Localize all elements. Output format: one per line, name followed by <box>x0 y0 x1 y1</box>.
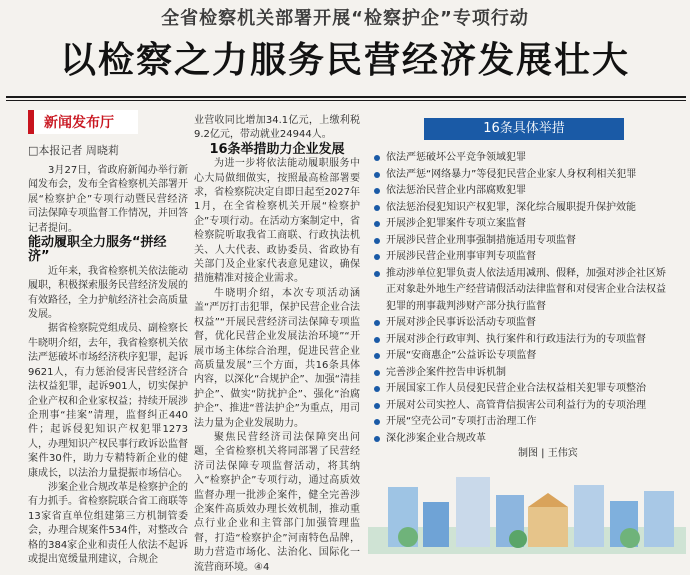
bullet-icon <box>374 238 380 244</box>
article-column-2 <box>194 114 360 575</box>
measure-text: 开展“安商惠企”公益诉讼专项监督 <box>386 350 537 361</box>
bullet-icon <box>374 403 380 409</box>
measure-item <box>374 167 674 184</box>
measure-item <box>374 216 674 233</box>
measure-text: 深化涉案企业合规改革 <box>386 432 486 444</box>
city-illustration <box>368 467 686 554</box>
bullet-icon <box>374 172 380 178</box>
measure-item <box>374 381 674 398</box>
bullet-icon <box>374 353 380 359</box>
measure-text: 完善涉企案件控告申诉机制 <box>386 366 506 378</box>
measure-item <box>374 150 674 167</box>
measure-item <box>374 249 674 266</box>
bullet-icon <box>374 337 380 343</box>
kicker-label: 新闻发布厅 <box>44 115 114 131</box>
measure-text: 依法惩治侵犯知识产权犯罪，深化综合履职提升保护效能 <box>386 201 636 213</box>
bullet-icon <box>374 271 380 277</box>
paragraph: 为进一步将依法能动履职服务中心大局做细做实，按照最高检部署要求，省检察院决定自即日起至2027年1月，在全省检察机关开展“检察护企”专项行动。在活动方案制定中，省检察院听取我省工商联、行政执法机关、人大代表、政协委员、省政协有关部门及企业家代表意见建议，确保措施精准对接企业需求。 <box>194 158 360 285</box>
measure-item <box>374 414 674 431</box>
measure-text: 开展涉企犯罪案件专项立案监督 <box>386 218 526 229</box>
section-heading: 能动履职全力服务“拼经济” <box>28 235 167 265</box>
measure-item <box>374 183 674 200</box>
paragraph: 3月27日，省政府新闻办举行新闻发布会，发布全省检察机关部署开展“检察护企”专项行动暨民营经济司法保障专项监督工作情况，并回答记者提问。 <box>28 165 188 234</box>
bullet-icon <box>374 254 380 260</box>
measure-text: 依法严惩破坏公平竞争领域犯罪 <box>386 152 526 163</box>
paragraph: 近年来，我省检察机关依法能动履职，积极探索服务民营经济发展的有效路径，全力护航经济社会高质量发展。 <box>28 265 188 321</box>
measure-text: 依法严惩“网络暴力”等侵犯民营企业家人身权利相关犯罪 <box>386 168 637 180</box>
measure-text: 开展对涉企行政审判、执行案件和行政违法行为的专项监督 <box>386 333 646 345</box>
measure-item <box>374 266 674 316</box>
paragraph: 业营收同比增加34.1亿元，上缴利税9.2亿元，带动就业24944人。 <box>194 115 360 141</box>
measure-item <box>374 315 674 332</box>
measure-text: 开展对涉企民事诉讼活动专项监督 <box>386 317 536 328</box>
measure-text: 开展对公司实控人、高管背信损害公司利益行为的专项治理 <box>386 399 646 411</box>
measure-item <box>374 365 674 382</box>
top-rule <box>6 96 686 98</box>
measures-panel <box>368 112 686 554</box>
subtitle: 全省检察机关部署开展“检察护企”专项行动 <box>161 8 529 29</box>
article-column-1 <box>28 164 188 567</box>
measure-text: 开展“空壳公司”专项打击治理工作 <box>386 416 537 427</box>
paragraph: 据省检察院党组成员、副检察长牛晓明介绍，去年，我省检察机关依法严惩破坏市场经济秩序犯罪，起诉9621人，有力惩治侵害民营经济合法权益犯罪，起诉901人，切实保护企业产权和企业家权益；持续开展涉企刑事“挂案”清理，监督纠正440件；起诉侵犯知识产权犯罪1273人，办理知识产权民事行政诉讼监督案件30件，助力专精特新企业的健康成长，以法治力量提振市场信心。 <box>28 323 188 479</box>
measure-text: 开展国家工作人员侵犯民营企业合法权益相关犯罪专项整治 <box>386 383 646 394</box>
measure-text: 依法惩治民营企业内部腐败犯罪 <box>386 185 526 196</box>
top-rule-thin <box>6 100 686 101</box>
measure-item <box>374 233 674 250</box>
paragraph: 涉案企业合规改革是检察护企的有力抓手。省检察院联合省工商联等13家省直单位组建第三方机制管委会，办理合规案件534件，对整改合格的384家企业和责任人依法不起诉或提出宽缓量刑建议，合规企 <box>28 481 188 565</box>
bullet-icon <box>374 188 380 194</box>
bullet-icon <box>374 419 380 425</box>
measure-text: 开展涉民营企业刑事强制措施适用专项监督 <box>386 234 576 246</box>
measure-item <box>374 200 674 217</box>
section-heading: 16条举措助力企业发展 <box>209 141 345 157</box>
panel-title: 16条具体举措 <box>424 118 624 140</box>
bullet-icon <box>374 155 380 161</box>
measure-text: 推动涉单位犯罪负责人依法适用减刑、假释，加强对涉企社区矫正对象赴外地生产经营请假活动法律监督和对侵害企业合法权益犯罪的刑事裁判涉财产部分执行监督 <box>386 267 666 312</box>
measure-item <box>374 398 674 415</box>
bullet-icon <box>374 205 380 211</box>
paragraph: 牛晓明介绍，本次专项活动涵盖“严厉打击犯罪，保护民营企业合法权益”“开展民营经济司法保障专项监督，优化民营企业发展法治环境”“开展市场主体综合治理，促进民营企业高质量发展”三个方面，共16条具体内容，以深化“合规护企”、加强“清挂护企”、做实“防扰护企”、强化“治腐护企”、推进“普法护企”为重点，用司法力量为企业发展助力。 <box>194 287 360 429</box>
measure-item <box>374 348 674 365</box>
bullet-icon <box>374 436 380 442</box>
graphic-credit: 制图 | 王伟宾 <box>518 448 578 459</box>
measure-item <box>374 332 674 349</box>
bullet-icon <box>374 320 380 326</box>
measures-list <box>374 150 674 447</box>
measure-text: 开展涉民营企业刑事审判专项监督 <box>386 251 536 262</box>
paragraph: 聚焦民营经济司法保障突出问题，全省检察机关将同部署了民营经济司法保障专项监督活动，将其纳入“检察护企”专项行动，通过高质效监督办理一批涉企案件，健全完善涉企案件高质效办理长效机制，推动重点行业企业和主管部门加强管理监督，打造“检察护企”河南特色品牌，助力营造市场化、法治化、国际化一流营商环境。④4 <box>194 431 360 573</box>
bullet-icon <box>374 386 380 392</box>
bullet-icon <box>374 221 380 227</box>
byline: □本报记者 周晓莉 <box>28 144 119 157</box>
bullet-icon <box>374 370 380 376</box>
headline: 以检察之力服务民营经济发展壮大 <box>59 40 630 81</box>
